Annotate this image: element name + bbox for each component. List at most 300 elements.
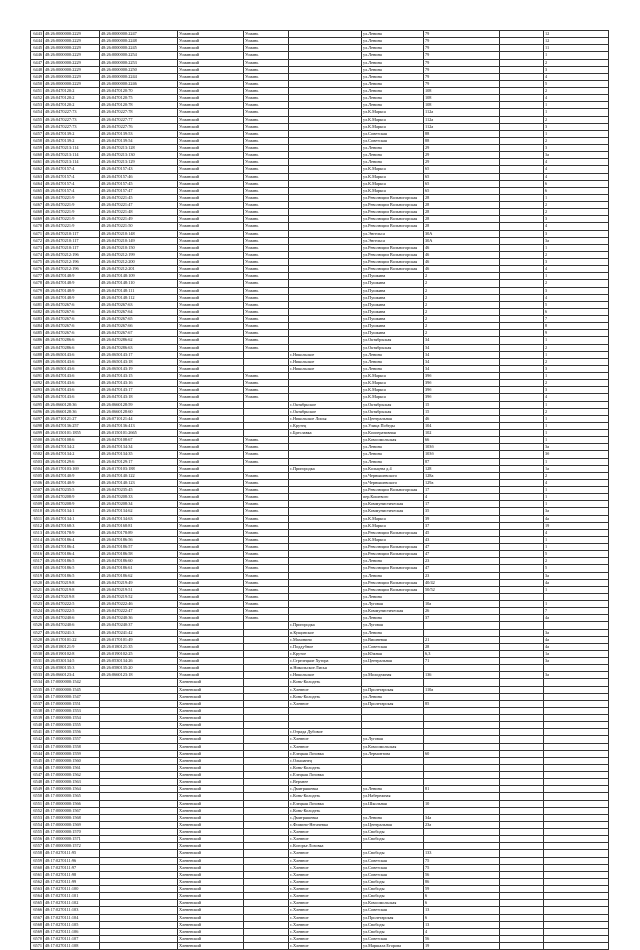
table-row — [31, 237, 609, 244]
street-cell: ул.Ленина — [362, 145, 424, 152]
parent-cadastral-number-cell: 48:26:0000000:2229 — [44, 38, 100, 45]
settlement-cell — [289, 194, 362, 201]
district-cell: Усманский — [178, 572, 244, 579]
city-cell — [244, 358, 289, 365]
row-number-cell: 6512 — [31, 522, 44, 529]
cadastral-number-cell: 48:26:0170103:188 — [100, 465, 178, 472]
cadastral-number-cell: 48:26:0470120:70 — [100, 88, 178, 95]
house-number-cell — [424, 772, 500, 779]
row-number-cell: 6557 — [31, 843, 44, 850]
settlement-cell: с.Хлевное — [289, 907, 362, 914]
district-cell: Усманский — [178, 52, 244, 59]
settlement-cell: с.Елецкая Лозовка — [289, 750, 362, 757]
table-row — [31, 330, 609, 337]
row-number-cell: 6490 — [31, 365, 44, 372]
cadastral-number-cell: 48:26:0000000:2244 — [100, 73, 178, 80]
street-cell: ул.Революции Вольногорская — [362, 194, 424, 201]
apartment-cell: 4а — [544, 515, 609, 522]
street-cell: ул.Революции Вольногорская — [362, 487, 424, 494]
row-number-cell: 6455 — [31, 116, 44, 123]
table-row — [31, 194, 609, 201]
cadastral-number-cell: 48:26:0470134:34 — [100, 444, 178, 451]
city-cell: Усмань — [244, 52, 289, 59]
house-number-cell: 47 — [424, 551, 500, 558]
street-cell: ул.Коммунистическая — [362, 501, 424, 508]
city-cell — [244, 715, 289, 722]
row-number-cell: 6498 — [31, 422, 44, 429]
cadastral-number-cell — [100, 693, 178, 700]
parent-cadastral-number-cell: 48:26:0000000:2229 — [44, 59, 100, 66]
district-cell: Хлевенский — [178, 729, 244, 736]
apartment-cell — [544, 850, 609, 857]
table-row — [31, 230, 609, 237]
row-number-cell: 6449 — [31, 73, 44, 80]
street-cell: ул.Ленина — [362, 814, 424, 821]
apartment-cell — [544, 928, 609, 935]
apartment-cell: 4 — [544, 479, 609, 486]
apartment-cell: 9 — [544, 330, 609, 337]
street-cell: пер.Кошевого — [362, 494, 424, 501]
cadastral-number-cell: 48:26:0000000:2245 — [100, 45, 178, 52]
apartment-cell: 3 — [544, 216, 609, 223]
cadastral-number-cell: 48:26:0470140:123 — [100, 479, 178, 486]
district-cell: Усманский — [178, 586, 244, 593]
settlement-cell — [289, 52, 362, 59]
settlement-cell: с.Хлевное — [289, 736, 362, 743]
parent-cadastral-number-cell: 48:17:0000000:1562 — [44, 772, 100, 779]
apartment-cell: 1а — [544, 650, 609, 657]
building-cell — [500, 437, 544, 444]
apartment-cell: 4 — [544, 159, 609, 166]
table-row — [31, 900, 609, 907]
table-row — [31, 843, 609, 850]
apartment-cell: 2 — [544, 408, 609, 415]
cadastral-number-cell: 48:26:0470186:62 — [100, 572, 178, 579]
cadastral-number-cell: 48:26:0470178:89 — [100, 529, 178, 536]
row-number-cell: 6516 — [31, 551, 44, 558]
settlement-cell — [289, 558, 362, 565]
house-number-cell — [424, 736, 500, 743]
city-cell — [244, 658, 289, 665]
parent-cadastral-number-cell: 48:26:0470286:6 — [44, 344, 100, 351]
settlement-cell — [289, 159, 362, 166]
parent-cadastral-number-cell: 48:26:0470267:6 — [44, 316, 100, 323]
table-row — [31, 387, 609, 394]
row-number-cell: 6518 — [31, 565, 44, 572]
row-number-cell: 6505 — [31, 472, 44, 479]
row-number-cell: 6477 — [31, 273, 44, 280]
settlement-cell — [289, 38, 362, 45]
cadastral-number-cell: 48:26:0470143:16 — [100, 380, 178, 387]
row-number-cell: 6462 — [31, 166, 44, 173]
city-cell: Усмань — [244, 479, 289, 486]
district-cell: Хлевенский — [178, 864, 244, 871]
street-cell: ул.Ленина — [362, 629, 424, 636]
house-number-cell — [424, 729, 500, 736]
street-cell: ул.Ленина — [362, 786, 424, 793]
cadastral-number-cell — [100, 821, 178, 828]
building-cell — [500, 686, 544, 693]
row-number-cell: 6552 — [31, 807, 44, 814]
building-cell — [500, 793, 544, 800]
settlement-cell — [289, 166, 362, 173]
building-cell — [500, 893, 544, 900]
row-number-cell: 6531 — [31, 658, 44, 665]
city-cell — [244, 679, 289, 686]
parent-cadastral-number-cell: 48:17:0270111:106 — [44, 928, 100, 935]
row-number-cell: 6471 — [31, 230, 44, 237]
street-cell: ул.Пушкина — [362, 280, 424, 287]
cadastral-number-cell: 48:26:0470212:199 — [100, 251, 178, 258]
apartment-cell: 2 — [544, 251, 609, 258]
settlement-cell: с.Хлевное — [289, 686, 362, 693]
cadastral-number-cell: 48:26:0470134:62 — [100, 508, 178, 515]
apartment-cell — [544, 843, 609, 850]
parent-cadastral-number-cell: 48:26:0470186:4 — [44, 536, 100, 543]
cadastral-number-cell: 48:26:0470186:56 — [100, 536, 178, 543]
table-row — [31, 793, 609, 800]
parent-cadastral-number-cell: 48:26:0650143:6 — [44, 358, 100, 365]
settlement-cell: с.Хлевное — [289, 928, 362, 935]
table-row — [31, 750, 609, 757]
table-row — [31, 515, 609, 522]
street-cell: ул.К.Маркса — [362, 394, 424, 401]
row-number-cell: 6533 — [31, 672, 44, 679]
building-cell — [500, 380, 544, 387]
building-cell — [500, 209, 544, 216]
settlement-cell — [289, 123, 362, 130]
cadastral-number-cell: 48:26:0660123:18 — [100, 672, 178, 679]
parent-cadastral-number-cell: 48:26:0470143:6 — [44, 394, 100, 401]
district-cell: Усманский — [178, 80, 244, 87]
settlement-cell — [289, 230, 362, 237]
street-cell: ул.Советская — [362, 935, 424, 942]
building-cell — [500, 672, 544, 679]
settlement-cell — [289, 551, 362, 558]
house-number-cell: 35 — [424, 508, 500, 515]
cadastral-number-cell: 48:26:0470134:63 — [100, 515, 178, 522]
cadastral-number-cell: 48:26:0650143:18 — [100, 358, 178, 365]
street-cell: ул.Свободы — [362, 893, 424, 900]
city-cell — [244, 665, 289, 672]
settlement-cell: п.Кущинское — [289, 629, 362, 636]
cadastral-number-cell: 48:26:0470212:201 — [100, 266, 178, 273]
city-cell: Усмань — [244, 522, 289, 529]
settlement-cell: с.Махонино — [289, 636, 362, 643]
city-cell — [244, 864, 289, 871]
district-cell: Усманский — [178, 180, 244, 187]
parent-cadastral-number-cell: 48:17:0270111:108 — [44, 943, 100, 950]
building-cell — [500, 137, 544, 144]
apartment-cell: 6 — [544, 308, 609, 315]
building-cell — [500, 779, 544, 786]
district-cell: Хлевенский — [178, 800, 244, 807]
building-cell — [500, 294, 544, 301]
settlement-cell — [289, 145, 362, 152]
district-cell: Усманский — [178, 558, 244, 565]
table-row — [31, 45, 609, 52]
street-cell: ул.К.Маркса — [362, 116, 424, 123]
row-number-cell: 6544 — [31, 750, 44, 757]
house-number-cell: 56 — [424, 871, 500, 878]
settlement-cell: с.Хлевное — [289, 871, 362, 878]
building-cell — [500, 73, 544, 80]
apartment-cell: 2 — [544, 209, 609, 216]
district-cell: Усманский — [178, 323, 244, 330]
street-cell: ул.Советская — [362, 864, 424, 871]
parent-cadastral-number-cell: 48:26:0470134:1 — [44, 508, 100, 515]
city-cell — [244, 800, 289, 807]
house-number-cell: 34а — [424, 814, 500, 821]
house-number-cell: 46 — [424, 415, 500, 422]
house-number-cell: 23 — [424, 572, 500, 579]
building-cell — [500, 643, 544, 650]
street-cell: ул.К.Маркса — [362, 380, 424, 387]
cadastral-number-cell: 48:26:0000000:2247 — [100, 31, 178, 38]
cadastral-number-cell: 48:26:0000000:2248 — [100, 38, 178, 45]
building-cell — [500, 479, 544, 486]
building-cell — [500, 786, 544, 793]
city-cell: Усмань — [244, 216, 289, 223]
row-number-cell: 6458 — [31, 137, 44, 144]
table-row — [31, 123, 609, 130]
district-cell: Хлевенский — [178, 700, 244, 707]
city-cell: Усмань — [244, 130, 289, 137]
table-row — [31, 294, 609, 301]
settlement-cell — [289, 137, 362, 144]
house-number-cell: 50/52 — [424, 586, 500, 593]
street-cell: ул.Революции Вольногорская — [362, 223, 424, 230]
parent-cadastral-number-cell: 48:26:0470212:196 — [44, 259, 100, 266]
settlement-cell — [289, 66, 362, 73]
table-row — [31, 807, 609, 814]
table-row — [31, 358, 609, 365]
cadastral-number-cell: 48:26:0650143:19 — [100, 365, 178, 372]
settlement-cell — [289, 472, 362, 479]
city-cell: Усмань — [244, 601, 289, 608]
settlement-cell: с.Хлевное — [289, 700, 362, 707]
house-number-cell: 103б — [424, 444, 500, 451]
apartment-cell: 4 — [544, 294, 609, 301]
parent-cadastral-number-cell: 48:26:0470148:9 — [44, 294, 100, 301]
apartment-cell — [544, 722, 609, 729]
street-cell: ул.Октябрьская — [362, 401, 424, 408]
parent-cadastral-number-cell: 48:26:0470157:4 — [44, 173, 100, 180]
apartment-cell: 1 — [544, 401, 609, 408]
apartment-cell: 1 — [544, 458, 609, 465]
district-cell: Хлевенский — [178, 871, 244, 878]
city-cell — [244, 764, 289, 771]
row-number-cell: 6534 — [31, 679, 44, 686]
street-cell: ул.Комсомольская — [362, 900, 424, 907]
parent-cadastral-number-cell: 48:17:0000000:1559 — [44, 750, 100, 757]
building-cell — [500, 358, 544, 365]
apartment-cell: 6 — [544, 187, 609, 194]
apartment-cell: 1 — [544, 351, 609, 358]
building-cell — [500, 857, 544, 864]
row-number-cell: 6561 — [31, 871, 44, 878]
street-cell: ул.К.Маркса — [362, 387, 424, 394]
street-cell: ул.К.Маркса — [362, 515, 424, 522]
row-number-cell: 6532 — [31, 665, 44, 672]
row-number-cell: 6499 — [31, 430, 44, 437]
city-cell: Усмань — [244, 73, 289, 80]
district-cell: Усманский — [178, 672, 244, 679]
house-number-cell: 59 — [424, 886, 500, 893]
settlement-cell: с.Пригородка — [289, 622, 362, 629]
table-row — [31, 829, 609, 836]
row-number-cell: 6524 — [31, 608, 44, 615]
apartment-cell: 2 — [544, 88, 609, 95]
table-row — [31, 458, 609, 465]
document-page — [30, 30, 608, 950]
building-cell — [500, 38, 544, 45]
row-number-cell: 6535 — [31, 686, 44, 693]
building-cell — [500, 601, 544, 608]
apartment-cell: 1 — [544, 422, 609, 429]
apartment-cell — [544, 800, 609, 807]
parent-cadastral-number-cell: 48:26:0470221:9 — [44, 209, 100, 216]
house-number-cell: 108 — [424, 102, 500, 109]
cadastral-number-cell — [100, 800, 178, 807]
table-row — [31, 209, 609, 216]
district-cell: Усманский — [178, 202, 244, 209]
settlement-cell — [289, 437, 362, 444]
building-cell — [500, 615, 544, 622]
row-number-cell: 6488 — [31, 351, 44, 358]
parent-cadastral-number-cell: 48:26:0470286:6 — [44, 337, 100, 344]
parent-cadastral-number-cell: 48:26:0000000:2229 — [44, 80, 100, 87]
settlement-cell — [289, 59, 362, 66]
cadastral-number-cell — [100, 764, 178, 771]
house-number-cell: 108 — [424, 88, 500, 95]
parent-cadastral-number-cell: 48:17:0000000:1563 — [44, 779, 100, 786]
cadastral-number-cell: 48:26:0470148:111 — [100, 287, 178, 294]
street-cell: ул.Революции Вольногорская — [362, 259, 424, 266]
building-cell — [500, 180, 544, 187]
cadastral-number-cell: 48:26:0470157:43 — [100, 166, 178, 173]
settlement-cell — [289, 308, 362, 315]
city-cell — [244, 907, 289, 914]
street-cell: ул.Ленина — [362, 593, 424, 600]
parent-cadastral-number-cell: 48:26:0470178:9 — [44, 529, 100, 536]
street-cell: ул.Ленина — [362, 159, 424, 166]
building-cell — [500, 878, 544, 885]
apartment-cell: 2 — [544, 558, 609, 565]
city-cell: Усмань — [244, 194, 289, 201]
row-number-cell: 6506 — [31, 479, 44, 486]
house-number-cell: 40/42 — [424, 579, 500, 586]
cadastral-number-cell: 48:26:0470286:63 — [100, 344, 178, 351]
city-cell — [244, 843, 289, 850]
row-number-cell: 6496 — [31, 408, 44, 415]
city-cell — [244, 786, 289, 793]
cadastral-number-cell — [100, 807, 178, 814]
parent-cadastral-number-cell: 48:26:0470235:5 — [44, 487, 100, 494]
house-number-cell — [424, 757, 500, 764]
district-cell: Усманский — [178, 123, 244, 130]
parent-cadastral-number-cell: 48:26:0470143:6 — [44, 387, 100, 394]
row-number-cell: 6474 — [31, 251, 44, 258]
apartment-cell: 1 — [544, 437, 609, 444]
house-number-cell: 79 — [424, 31, 500, 38]
parent-cadastral-number-cell: 48:17:0270111:99 — [44, 878, 100, 885]
building-cell — [500, 152, 544, 159]
table-row — [31, 586, 609, 593]
parent-cadastral-number-cell: 48:17:0270111:100 — [44, 886, 100, 893]
apartment-cell: 2 — [544, 137, 609, 144]
cadastral-number-cell: 48:26:0000000:2253 — [100, 59, 178, 66]
parent-cadastral-number-cell: 48:26:0470186:5 — [44, 558, 100, 565]
house-number-cell: 71 — [424, 658, 500, 665]
row-number-cell: 6492 — [31, 380, 44, 387]
cadastral-number-cell: 48:26:0190102:25 — [100, 650, 178, 657]
house-number-cell: 6 — [424, 900, 500, 907]
street-cell: ул.Чернышевского — [362, 479, 424, 486]
district-cell: Усманский — [178, 365, 244, 372]
apartment-cell — [544, 764, 609, 771]
city-cell: Усмань — [244, 337, 289, 344]
street-cell: ул.Ленина — [362, 80, 424, 87]
district-cell: Усманский — [178, 116, 244, 123]
building-cell — [500, 829, 544, 836]
row-number-cell: 6543 — [31, 743, 44, 750]
apartment-cell: 1 — [544, 415, 609, 422]
building-cell — [500, 66, 544, 73]
table-row — [31, 430, 609, 437]
row-number-cell: 6542 — [31, 736, 44, 743]
row-number-cell: 6513 — [31, 529, 44, 536]
row-number-cell: 6517 — [31, 558, 44, 565]
table-row — [31, 479, 609, 486]
city-cell — [244, 422, 289, 429]
street-cell: ул.Пролетарская — [362, 914, 424, 921]
parent-cadastral-number-cell: 48:26:0470143:6 — [44, 380, 100, 387]
table-row — [31, 137, 609, 144]
house-number-cell: 34 — [424, 337, 500, 344]
district-cell: Усманский — [178, 508, 244, 515]
building-cell — [500, 622, 544, 629]
house-number-cell: 6 — [424, 893, 500, 900]
parent-cadastral-number-cell: 48:26:0470186:5 — [44, 565, 100, 572]
table-row — [31, 601, 609, 608]
row-number-cell: 6470 — [31, 223, 44, 230]
house-number-cell: 86 — [424, 878, 500, 885]
settlement-cell: с.Крутец — [289, 422, 362, 429]
settlement-cell — [289, 152, 362, 159]
parent-cadastral-number-cell: 48:26:0470219:8 — [44, 579, 100, 586]
building-cell — [500, 757, 544, 764]
apartment-cell: 3а — [544, 672, 609, 679]
street-cell: ул.Энгельса — [362, 237, 424, 244]
house-number-cell: 19 — [424, 943, 500, 950]
district-cell: Усманский — [178, 515, 244, 522]
table-row — [31, 629, 609, 636]
settlement-cell: с.Конь-Колодезь — [289, 807, 362, 814]
building-cell — [500, 907, 544, 914]
building-cell — [500, 95, 544, 102]
house-number-cell: 37 — [424, 615, 500, 622]
house-number-cell: 88 — [424, 137, 500, 144]
row-number-cell: 6546 — [31, 764, 44, 771]
house-number-cell: 29 — [424, 145, 500, 152]
building-cell — [500, 871, 544, 878]
district-cell: Усманский — [178, 38, 244, 45]
settlement-cell: с.Верхнее — [289, 779, 362, 786]
settlement-cell — [289, 451, 362, 458]
table-row — [31, 529, 609, 536]
settlement-cell — [289, 102, 362, 109]
